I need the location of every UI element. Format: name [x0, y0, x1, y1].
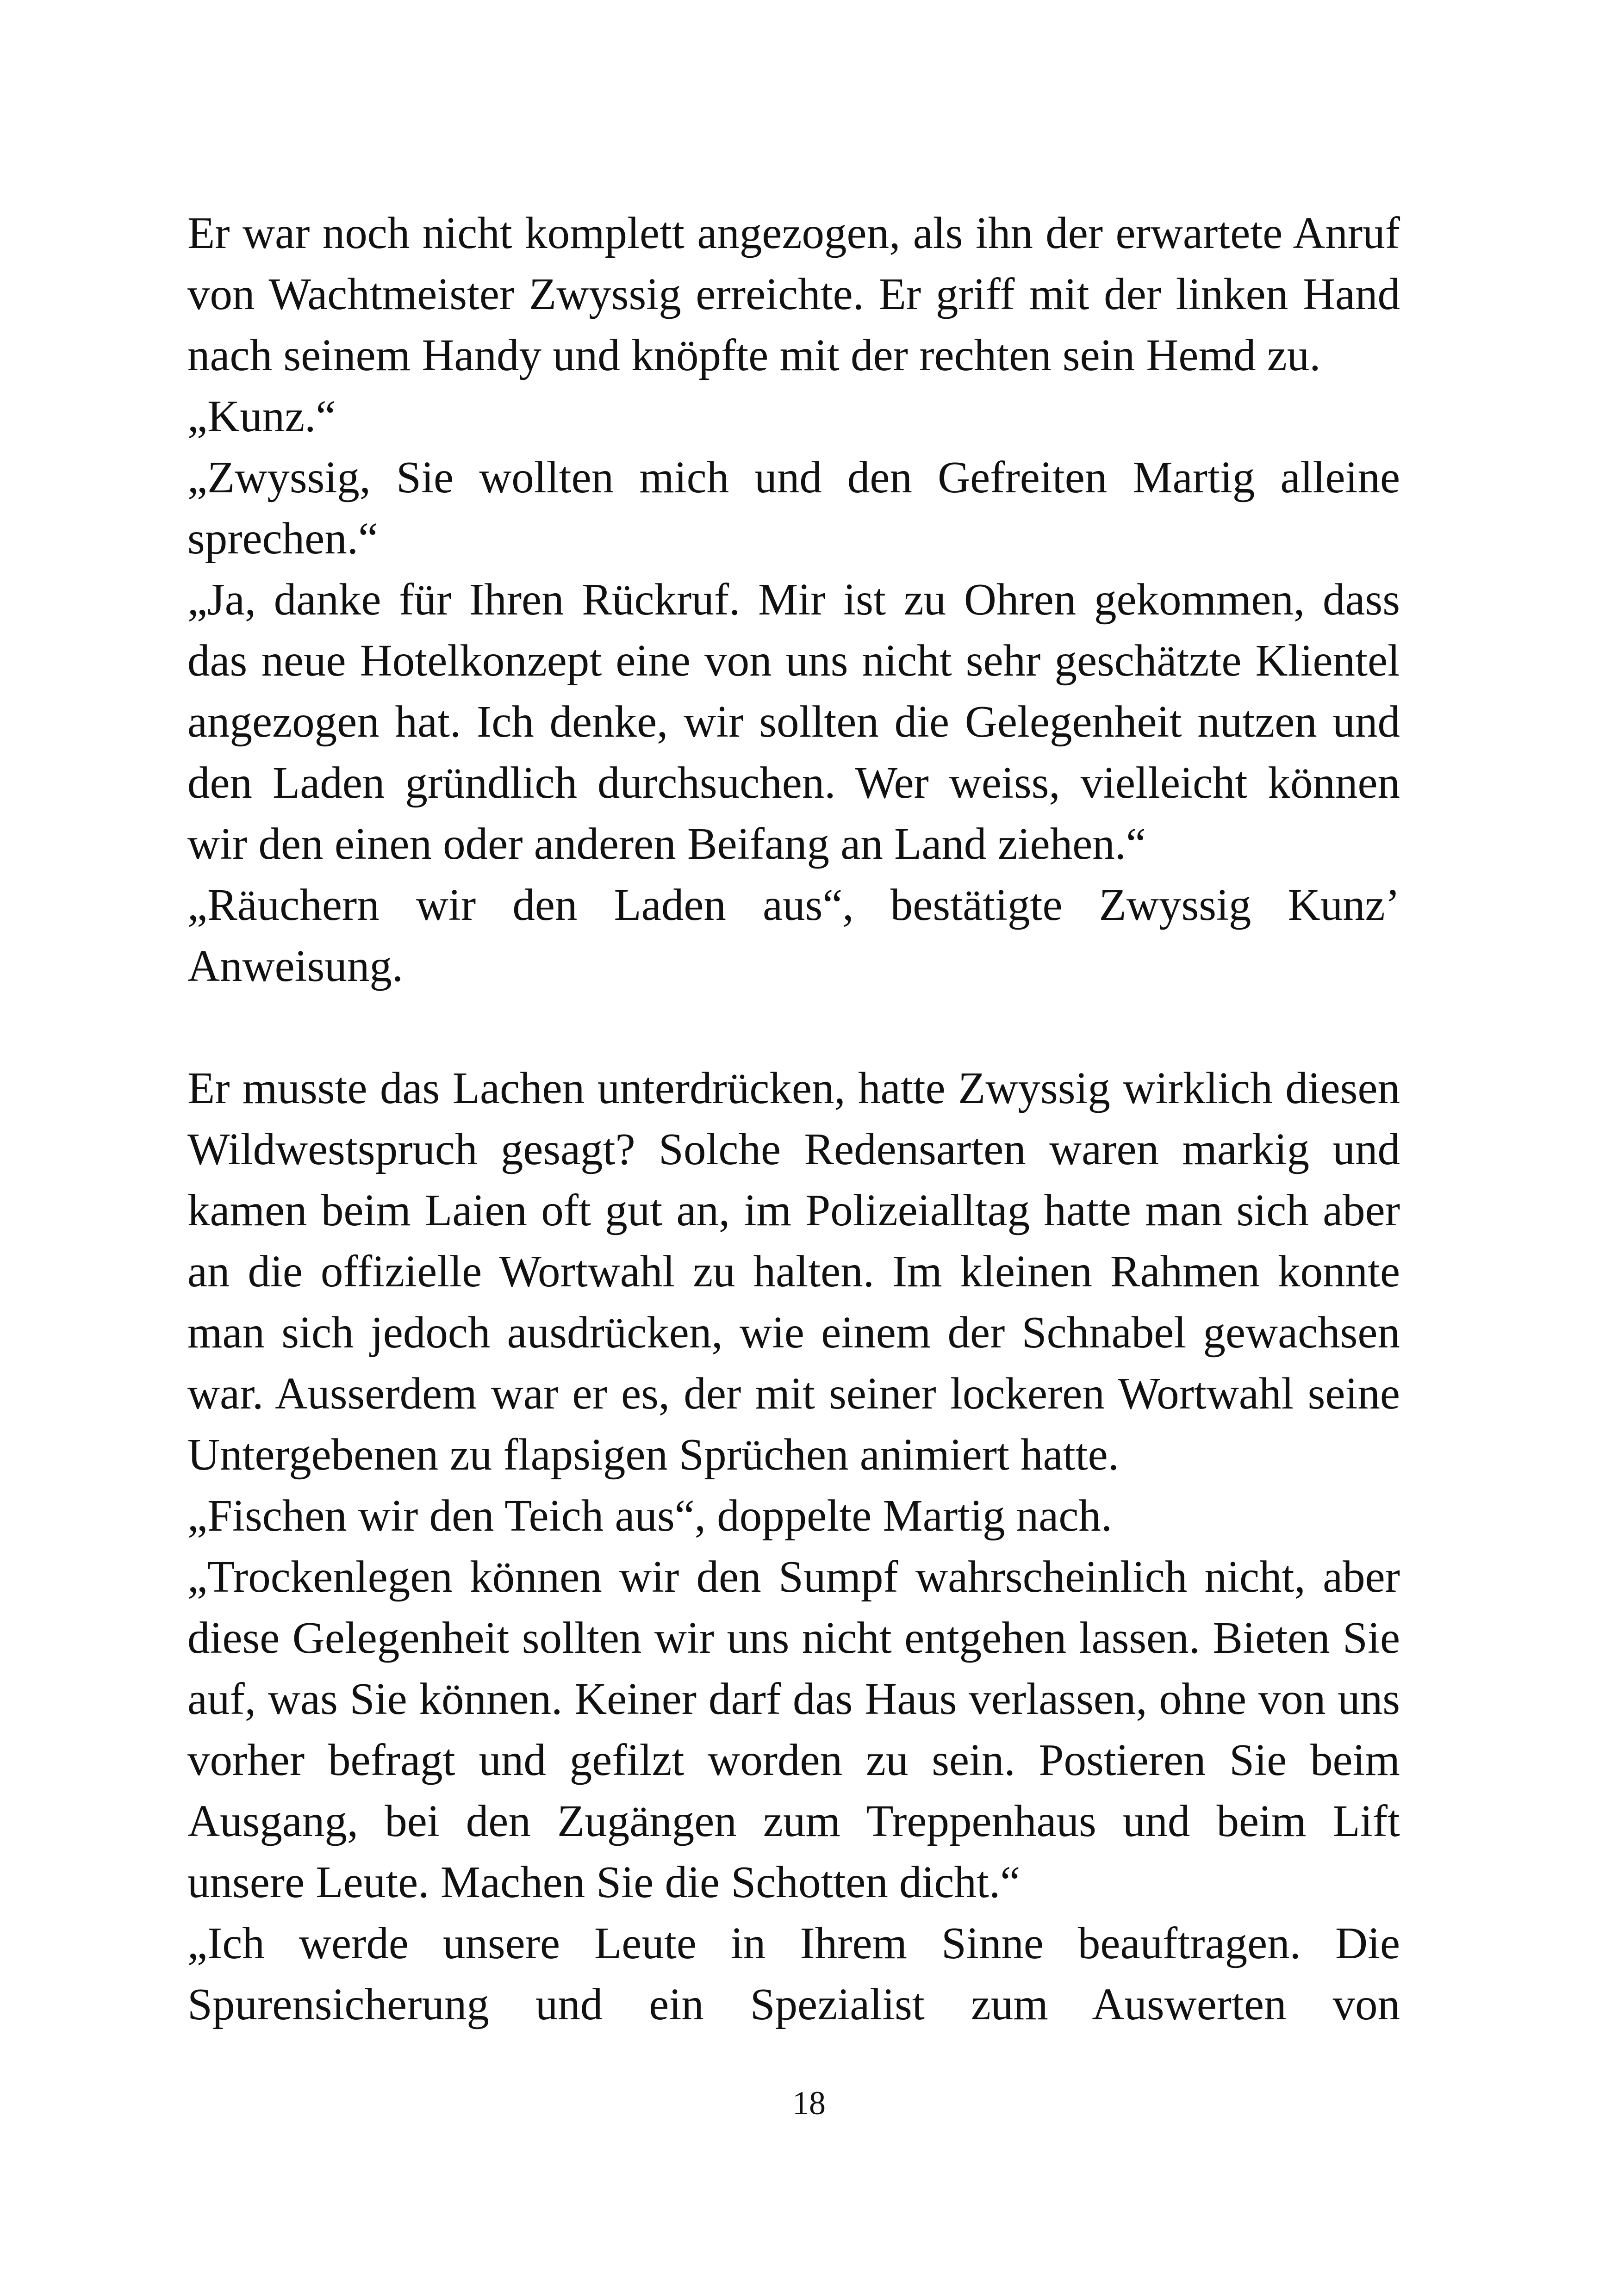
page-number: 18 [792, 2085, 826, 2122]
paragraph: „Räuchern wir den Laden aus“, bestätigte Zwyssig Kunz’ Anweisung. [187, 880, 1400, 991]
paragraph: „Ich werde unsere Leute in Ihrem Sinne beauftragen. Die Spurensicherung und ein Spezialist zum Auswerten von [187, 1918, 1400, 2029]
paragraph: „Trockenlegen können wir den Sumpf wahrscheinlich nicht, aber diese Gelegenheit sollten wir uns nicht entgehen lassen. Bieten Sie auf, was Sie können. Keiner darf das Haus verlassen, ohne von uns vorher befragt und gefilzt worden zu sein. Postieren Sie beim Ausgang, bei den Zugängen zum Treppenhaus und beim Lift unsere Leute. Machen Sie die Schotten dicht.“ [187, 1552, 1400, 1907]
paragraph: „Ja, danke für Ihren Rückruf. Mir ist zu Ohren gekommen, dass das neue Hotelkonzept eine von uns nicht sehr geschätzte Klientel angezogen hat. Ich denke, wir sollten die Gelegenheit nutzen und den Laden gründlich durchsuchen. Wer weiss, vielleicht können wir den einen oder anderen Beifang an Land ziehen.“ [187, 575, 1400, 869]
paragraph: Er musste das Lachen unterdrücken, hatte Zwyssig wirklich diesen Wildwestspruch gesagt? Solche Redensarten waren markig und kamen beim Laien oft gut an, im Polizeialltag hatte man sich aber an die offizielle Wortwahl zu halten. Im kleinen Rahmen konnte man sich jedoch ausdrücken, wie einem der Schnabel gewachsen war. Ausserdem war er es, der mit seiner lockeren Wortwahl seine Untergebenen zu flapsigen Sprüchen animiert hatte. [187, 1063, 1400, 1479]
paragraph: „Kunz.“ [187, 391, 336, 441]
paragraph: „Fischen wir den Teich aus“, doppelte Martig nach. [187, 1491, 1113, 1540]
body-text [187, 203, 1400, 2035]
paragraph: Er war noch nicht komplett angezogen, als ihn der erwartete Anruf von Wachtmeister Zwyssig erreichte. Er griff mit der linken Hand nach seinem Handy und knöpfte mit der rechten sein Hemd zu. [187, 208, 1400, 380]
paragraph: „Zwyssig, Sie wollten mich und den Gefreiten Martig alleine sprechen.“ [187, 453, 1400, 563]
